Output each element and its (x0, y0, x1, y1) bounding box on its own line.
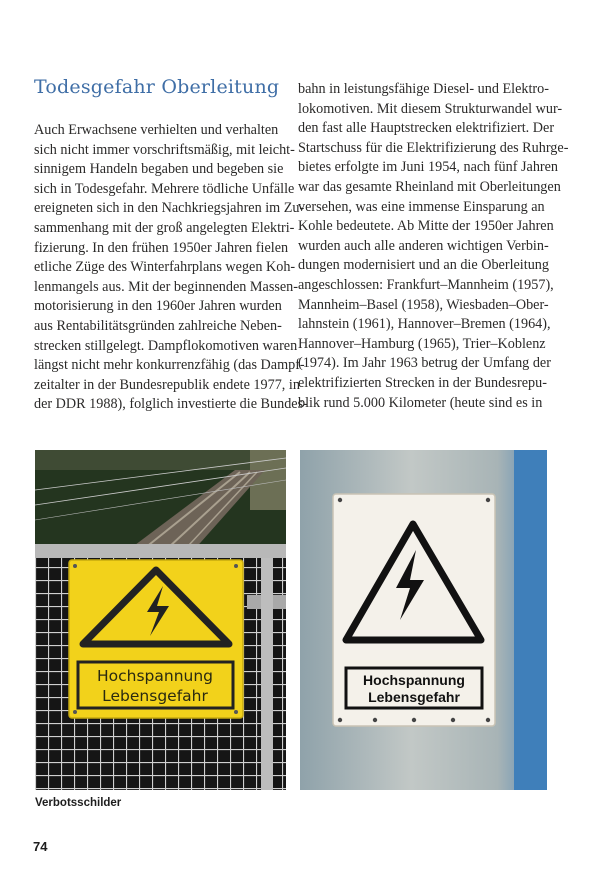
right-text-column (298, 80, 569, 413)
section-heading: Todesgefahr Oberleitung (34, 76, 280, 98)
text-line: Startschuss für die Elektrifizierung des Ruhrge- (298, 139, 569, 156)
photo-white-warning-sign (300, 450, 547, 790)
text-line: zeitalter in der Bundesrepublik endete 1977, in (34, 376, 300, 393)
sign-text-line1: Hochspannung (363, 672, 465, 688)
photo-yellow-warning-sign (35, 450, 286, 790)
text-line: wurden auch alle anderen wichtigen Verbin- (298, 237, 549, 254)
text-line: Auch Erwachsene verhielten und verhalten (34, 122, 279, 138)
text-line: lahnstein (1961), Hannover–Bremen (1964), (298, 316, 551, 333)
text-line: war das gesamte Rheinland mit Oberleitungen (298, 178, 561, 195)
text-line: den fast alle Hauptstrecken elektrifiziert. Der (298, 120, 555, 137)
yellow-sign-photo-illustration (35, 450, 286, 790)
text-line: blik rund 5.000 Kilometer (heute sind es in (298, 394, 543, 411)
text-line: elektrifizierten Strecken in der Bundesrepu- (298, 374, 547, 391)
text-line: motorisierung in den 1960er Jahren wurden (34, 298, 282, 315)
sign-text-line2: Lebensgefahr (102, 687, 208, 705)
sign-text-line2: Lebensgefahr (368, 689, 460, 705)
text-line: lenmangels aus. Mit der beginnenden Massen- (34, 278, 298, 295)
text-line: dungen modernisiert und an die Oberleitung (298, 257, 549, 274)
text-line: sinnigem Handeln begaben und begeben sie (34, 161, 284, 178)
text-line: sich nicht immer vorschriftsmäßig, mit leicht- (34, 141, 295, 158)
text-line: Kohle bedeutete. Ab Mitte der 1950er Jahren (298, 218, 554, 235)
text-line: Hannover–Hamburg (1965), Trier–Koblenz (298, 335, 546, 352)
text-line: lokomotiven. Mit diesem Strukturwandel wur- (298, 100, 563, 117)
text-line: bahn in leistungsfähige Diesel- und Elektro- (298, 81, 549, 97)
text-line: der DDR 1988), folglich investierte die Bundes- (34, 396, 308, 413)
text-line: sich in Todesgefahr. Mehrere tödliche Unfälle (34, 180, 295, 197)
text-line: bietes erfolgte im Juni 1954, nach fünf Jahren (298, 159, 559, 176)
text-line: aus Rentabilitätsgründen zahlreiche Neben- (34, 317, 282, 334)
text-line: Mannheim–Basel (1958), Wiesbaden–Ober- (298, 296, 549, 313)
text-line: ereigneten sich in den Nachkriegsjahren im Zu- (34, 200, 305, 217)
text-line: (1974). Im Jahr 1963 betrug der Umfang der (298, 355, 551, 372)
text-line: fizierung. In den frühen 1950er Jahren fielen (34, 239, 289, 256)
text-line: etliche Züge des Winterfahrplans wegen Koh- (34, 259, 296, 276)
text-line: angeschlossen: Frankfurt–Mannheim (1957), (298, 276, 554, 293)
page-number: 74 (33, 839, 48, 854)
left-text-column (34, 121, 308, 415)
text-line: strecken stillgelegt. Dampflokomotiven waren (34, 337, 298, 354)
text-line: versehen, was eine immense Einsparung an (298, 198, 545, 215)
text-line: längst nicht mehr konkurrenzfähig (das Dampf- (34, 357, 305, 374)
white-sign-photo-illustration (300, 450, 547, 790)
text-line: sammenhang mit der groß angelegten Elektri- (34, 219, 295, 236)
sign-text-line1: Hochspannung (96, 667, 214, 685)
figure-caption: Verbotsschilder (35, 797, 122, 809)
